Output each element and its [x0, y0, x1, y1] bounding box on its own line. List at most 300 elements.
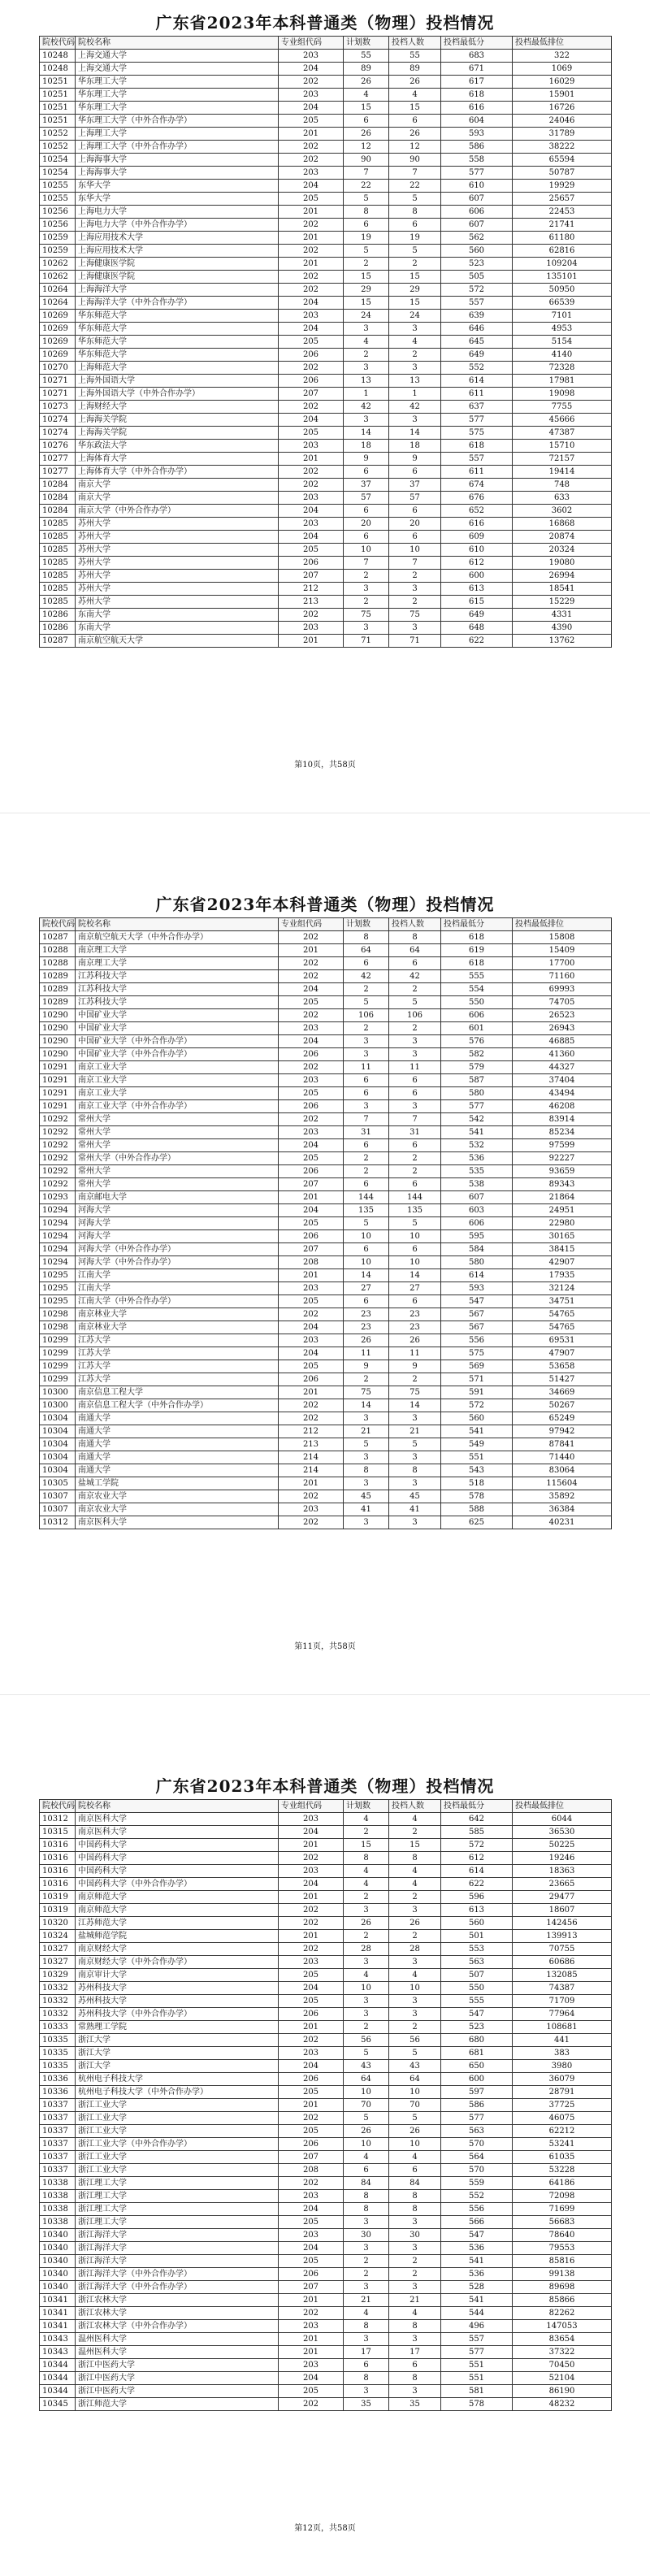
table-cell: 10292 [40, 1165, 76, 1178]
table-row [40, 427, 612, 440]
table-cell: 江苏大学 [76, 1373, 279, 1386]
table-cell: 748 [513, 479, 612, 492]
table-cell: 26 [344, 1334, 389, 1347]
table-cell: 554 [441, 983, 513, 996]
table-cell: 83914 [513, 1113, 612, 1126]
table-cell: 10292 [40, 1126, 76, 1139]
column-header: 院校代码 [40, 918, 76, 931]
page-divider [0, 1694, 650, 1695]
table-cell: 535 [441, 1165, 513, 1178]
table-cell: 2 [389, 570, 441, 583]
column-header: 投档最低排位 [513, 37, 612, 50]
table-cell: 507 [441, 1969, 513, 1982]
table-cell: 202 [279, 401, 344, 414]
table-row [40, 2151, 612, 2164]
table-cell: 10340 [40, 2255, 76, 2268]
table-cell: 上海健康医学院 [76, 271, 279, 284]
table-cell: 48232 [513, 2398, 612, 2411]
table-cell: 206 [279, 1230, 344, 1243]
table-cell: 南京信息工程大学（中外合作办学） [76, 1399, 279, 1412]
table-cell: 10290 [40, 1022, 76, 1035]
table-cell: 江南大学（中外合作办学） [76, 1295, 279, 1308]
table-cell: 10304 [40, 1425, 76, 1438]
table-cell: 75 [344, 1386, 389, 1399]
table-cell: 12 [389, 141, 441, 154]
table-cell: 24046 [513, 115, 612, 128]
table-cell: 南京邮电大学 [76, 1191, 279, 1204]
table-cell: 202 [279, 1113, 344, 1126]
table-cell: 523 [441, 2021, 513, 2034]
table-cell: 3 [389, 2333, 441, 2346]
table-cell: 204 [279, 102, 344, 115]
table-row [40, 635, 612, 648]
table-row [40, 128, 612, 141]
table-cell: 10 [389, 1230, 441, 1243]
table-cell: 206 [279, 349, 344, 362]
table-cell: 205 [279, 996, 344, 1009]
table-cell: 671 [441, 63, 513, 76]
column-header: 院校代码 [40, 37, 76, 50]
table-cell: 10327 [40, 1956, 76, 1969]
table-cell: 563 [441, 1956, 513, 1969]
table-cell: 苏州大学 [76, 544, 279, 557]
table-cell: 6 [389, 2164, 441, 2177]
table-cell: 567 [441, 1308, 513, 1321]
table-cell: 142456 [513, 1917, 612, 1930]
table-cell: 562 [441, 232, 513, 245]
table-cell: 532 [441, 1139, 513, 1152]
table-row [40, 2398, 612, 2411]
table-cell: 南京医科大学 [76, 1826, 279, 1839]
table-cell: 203 [279, 167, 344, 180]
table-cell: 10271 [40, 388, 76, 401]
table-cell: 87841 [513, 1438, 612, 1451]
table-cell: 上海海洋大学（中外合作办学） [76, 297, 279, 310]
table-cell: 683 [441, 50, 513, 63]
table-cell: 30 [344, 2229, 389, 2242]
table-cell: 585 [441, 1826, 513, 1839]
table-cell: 584 [441, 1243, 513, 1256]
table-cell: 2 [389, 596, 441, 609]
table-cell: 202 [279, 970, 344, 983]
table-cell: 苏州大学 [76, 531, 279, 544]
table-cell: 603 [441, 1204, 513, 1217]
table-cell: 6 [344, 1295, 389, 1308]
table-cell: 南京信息工程大学 [76, 1386, 279, 1399]
table-cell: 541 [441, 1425, 513, 1438]
table-cell: 652 [441, 505, 513, 518]
table-row [40, 414, 612, 427]
table-cell: 89 [389, 63, 441, 76]
table-cell: 苏州科技大学 [76, 1982, 279, 1995]
table-cell: 557 [441, 453, 513, 466]
table-cell: 10286 [40, 609, 76, 622]
table-cell: 10295 [40, 1269, 76, 1282]
table-cell: 3 [389, 2385, 441, 2398]
table-cell: 8 [389, 2320, 441, 2333]
table-cell: 577 [441, 1100, 513, 1113]
table-cell: 南京财经大学（中外合作办学） [76, 1956, 279, 1969]
table-cell: 江南大学 [76, 1269, 279, 1282]
table-row [40, 2216, 612, 2229]
table-cell: 201 [279, 453, 344, 466]
table-cell: 109204 [513, 258, 612, 271]
table-row [40, 453, 612, 466]
table-cell: 17700 [513, 957, 612, 970]
table-cell: 23 [344, 1308, 389, 1321]
table-cell: 202 [279, 479, 344, 492]
table-cell: 华东政法大学 [76, 440, 279, 453]
table-cell: 10 [344, 544, 389, 557]
table-cell: 549 [441, 1438, 513, 1451]
table-cell: 中国药科大学 [76, 1852, 279, 1865]
table-row [40, 1852, 612, 1865]
table-row [40, 479, 612, 492]
table-cell: 中国药科大学（中外合作办学） [76, 1878, 279, 1891]
table-cell: 10248 [40, 50, 76, 63]
table-cell: 676 [441, 492, 513, 505]
table-cell: 70755 [513, 1943, 612, 1956]
table-cell: 4331 [513, 609, 612, 622]
table-row [40, 1399, 612, 1412]
table-cell: 202 [279, 957, 344, 970]
table-cell: 204 [279, 505, 344, 518]
table-cell: 10324 [40, 1930, 76, 1943]
table-cell: 75 [389, 609, 441, 622]
table-cell: 7 [344, 167, 389, 180]
table-row [40, 1464, 612, 1477]
table-cell: 30165 [513, 1230, 612, 1243]
table-cell: 6 [389, 1087, 441, 1100]
table-cell: 南京工业大学 [76, 1074, 279, 1087]
table-cell: 40231 [513, 1516, 612, 1529]
table-cell: 581 [441, 2385, 513, 2398]
table-cell: 69993 [513, 983, 612, 996]
table-cell: 2 [344, 1152, 389, 1165]
table-cell: 8 [389, 2372, 441, 2385]
table-cell: 15409 [513, 944, 612, 957]
table-row [40, 297, 612, 310]
table-cell: 618 [441, 440, 513, 453]
table-cell: 6 [344, 2359, 389, 2372]
table-cell: 115604 [513, 1477, 612, 1490]
table-row [40, 1477, 612, 1490]
table-row [40, 362, 612, 375]
table-cell: 江苏科技大学 [76, 996, 279, 1009]
table-cell: 86190 [513, 2385, 612, 2398]
table-cell: 浙江理工大学 [76, 2177, 279, 2190]
table-cell: 20874 [513, 531, 612, 544]
table-cell: 江南大学 [76, 1282, 279, 1295]
table-cell: 202 [279, 362, 344, 375]
table-row [40, 1891, 612, 1904]
table-cell: 204 [279, 2203, 344, 2216]
table-cell: 560 [441, 1917, 513, 1930]
table-cell: 河海大学 [76, 1217, 279, 1230]
table-cell: 30 [389, 2229, 441, 2242]
table-cell: 3 [389, 1995, 441, 2008]
table-row [40, 1373, 612, 1386]
table-cell: 3 [389, 1048, 441, 1061]
table-cell: 46885 [513, 1035, 612, 1048]
table-cell: 10277 [40, 466, 76, 479]
table-cell: 上海财经大学 [76, 401, 279, 414]
table-cell: 208 [279, 2164, 344, 2177]
table-cell: 10335 [40, 2034, 76, 2047]
table-row [40, 583, 612, 596]
page-footer: 第10页，共58页 [294, 761, 356, 770]
table-row [40, 388, 612, 401]
column-header: 计划数 [344, 918, 389, 931]
table-cell: 201 [279, 2021, 344, 2034]
table-cell: 53658 [513, 1360, 612, 1373]
table-cell: 10259 [40, 232, 76, 245]
table-cell: 201 [279, 1386, 344, 1399]
table-cell: 江苏科技大学 [76, 970, 279, 983]
table-row [40, 531, 612, 544]
table-cell: 2 [344, 1826, 389, 1839]
table-cell: 205 [279, 1217, 344, 1230]
table-cell: 15229 [513, 596, 612, 609]
table-cell: 622 [441, 635, 513, 648]
table-cell: 10332 [40, 2008, 76, 2021]
table-cell: 2 [389, 2255, 441, 2268]
table-cell: 浙江大学 [76, 2034, 279, 2047]
table-cell: 10332 [40, 1995, 76, 2008]
column-header: 院校代码 [40, 1800, 76, 1813]
table-cell: 26 [344, 128, 389, 141]
table-row [40, 1100, 612, 1113]
table-row [40, 1074, 612, 1087]
table-cell: 536 [441, 2242, 513, 2255]
table-cell: 204 [279, 414, 344, 427]
table-cell: 常州大学 [76, 1178, 279, 1191]
table-cell: 10255 [40, 180, 76, 193]
table-cell: 25657 [513, 193, 612, 206]
table-cell: 205 [279, 2385, 344, 2398]
table-cell: 10293 [40, 1191, 76, 1204]
table-cell: 536 [441, 2268, 513, 2281]
table-cell: 10340 [40, 2281, 76, 2294]
table-cell: 2 [344, 983, 389, 996]
table-cell: 10248 [40, 63, 76, 76]
table-cell: 552 [441, 362, 513, 375]
table-cell: 11 [389, 1061, 441, 1074]
table-cell: 206 [279, 557, 344, 570]
table-cell: 26 [389, 2125, 441, 2138]
table-cell: 3 [344, 362, 389, 375]
table-cell: 203 [279, 2047, 344, 2060]
table-cell: 633 [513, 492, 612, 505]
table-row [40, 2320, 612, 2333]
table-cell: 135 [344, 1204, 389, 1217]
table-cell: 576 [441, 1035, 513, 1048]
table-cell: 72157 [513, 453, 612, 466]
table-cell: 河海大学 [76, 1204, 279, 1217]
table-row [40, 206, 612, 219]
table-row [40, 349, 612, 362]
table-cell: 204 [279, 180, 344, 193]
table-cell: 中国矿业大学（中外合作办学） [76, 1035, 279, 1048]
table-row [40, 180, 612, 193]
table-cell: 10287 [40, 931, 76, 944]
table-cell: 15710 [513, 440, 612, 453]
table-row [40, 492, 612, 505]
table-cell: 东南大学 [76, 609, 279, 622]
table-cell: 6 [389, 1178, 441, 1191]
column-header: 院校名称 [76, 37, 279, 50]
table-cell: 37404 [513, 1074, 612, 1087]
table-cell: 3 [389, 1477, 441, 1490]
table-cell: 71 [389, 635, 441, 648]
table-cell: 常州大学 [76, 1139, 279, 1152]
table-cell: 560 [441, 1412, 513, 1425]
table-cell: 204 [279, 1139, 344, 1152]
table-cell: 21 [344, 2294, 389, 2307]
table-cell: 3 [389, 1100, 441, 1113]
table-cell: 10269 [40, 323, 76, 336]
table-cell: 10294 [40, 1256, 76, 1269]
table-cell: 盐城工学院 [76, 1477, 279, 1490]
table-cell: 浙江中医药大学 [76, 2385, 279, 2398]
table-cell: 571 [441, 1373, 513, 1386]
table-cell: 649 [441, 609, 513, 622]
table-cell: 202 [279, 466, 344, 479]
table-cell: 10333 [40, 2021, 76, 2034]
table-cell: 201 [279, 232, 344, 245]
table-cell: 3 [389, 2242, 441, 2255]
table-row [40, 1360, 612, 1373]
table-row [40, 2307, 612, 2320]
table-row [40, 1230, 612, 1243]
table-cell: 616 [441, 102, 513, 115]
table-cell: 10316 [40, 1865, 76, 1878]
table-cell: 东华大学 [76, 180, 279, 193]
table-cell: 3 [344, 1035, 389, 1048]
table-cell: 上海电力大学 [76, 206, 279, 219]
table-cell: 566 [441, 2216, 513, 2229]
table-cell: 135 [389, 1204, 441, 1217]
table-cell: 6 [389, 115, 441, 128]
table-cell: 202 [279, 2177, 344, 2190]
table-cell: 常熟理工学院 [76, 2021, 279, 2034]
table-cell: 南京航空航天大学 [76, 635, 279, 648]
table-cell: 江苏大学 [76, 1347, 279, 1360]
table-cell: 536 [441, 1152, 513, 1165]
table-cell: 206 [279, 2008, 344, 2021]
table-cell: 3 [389, 1035, 441, 1048]
table-cell: 5 [389, 996, 441, 1009]
table-cell: 10251 [40, 76, 76, 89]
page-title: 广东省2023年本科普通类（物理）投档情况 [155, 895, 495, 914]
table-cell: 202 [279, 931, 344, 944]
table-cell: 505 [441, 271, 513, 284]
table-cell: 13 [389, 375, 441, 388]
table-row [40, 141, 612, 154]
table-row [40, 2333, 612, 2346]
table-cell: 202 [279, 154, 344, 167]
table-cell: 10 [389, 544, 441, 557]
table-cell: 南通大学 [76, 1451, 279, 1464]
table-cell: 547 [441, 2229, 513, 2242]
table-cell: 上海海洋大学 [76, 284, 279, 297]
table-cell: 3 [344, 2216, 389, 2229]
table-cell: 204 [279, 1035, 344, 1048]
table-cell: 2 [344, 258, 389, 271]
table-cell: 586 [441, 2099, 513, 2112]
table-cell: 18 [389, 440, 441, 453]
table-row [40, 375, 612, 388]
table-cell: 3 [389, 1412, 441, 1425]
table-cell: 东南大学 [76, 622, 279, 635]
table-cell: 106 [389, 1009, 441, 1022]
table-row [40, 2034, 612, 2047]
table-cell: 10 [344, 1230, 389, 1243]
table-cell: 596 [441, 1891, 513, 1904]
table-cell: 567 [441, 1321, 513, 1334]
table-cell: 14 [389, 1269, 441, 1282]
table-cell: 南京工业大学（中外合作办学） [76, 1100, 279, 1113]
table-row [40, 2294, 612, 2307]
table-row [40, 401, 612, 414]
table-cell: 5 [344, 245, 389, 258]
table-cell: 10285 [40, 583, 76, 596]
table-cell: 10 [389, 2138, 441, 2151]
table-cell: 10295 [40, 1282, 76, 1295]
table-cell: 582 [441, 1048, 513, 1061]
table-cell: 3 [389, 2216, 441, 2229]
table-body [40, 50, 612, 648]
table-row [40, 1256, 612, 1269]
table-cell: 501 [441, 1930, 513, 1943]
table-cell: 13762 [513, 635, 612, 648]
table-cell: 204 [279, 2242, 344, 2255]
table-cell: 浙江大学 [76, 2060, 279, 2073]
table-cell: 8 [389, 2190, 441, 2203]
table-cell: 84 [389, 2177, 441, 2190]
table-cell: 10251 [40, 89, 76, 102]
table-row [40, 1865, 612, 1878]
table-cell: 16029 [513, 76, 612, 89]
table-cell: 588 [441, 1503, 513, 1516]
table-cell: 205 [279, 2086, 344, 2099]
table-row [40, 1035, 612, 1048]
table-cell: 204 [279, 297, 344, 310]
table-row [40, 258, 612, 271]
table-cell: 2 [389, 1022, 441, 1035]
table-cell: 618 [441, 89, 513, 102]
table-cell: 6 [389, 505, 441, 518]
table-cell: 29 [389, 284, 441, 297]
table-cell: 43 [389, 2060, 441, 2073]
table-cell: 南京大学（中外合作办学） [76, 505, 279, 518]
table-cell: 52104 [513, 2372, 612, 2385]
table-cell: 10337 [40, 2125, 76, 2138]
table-cell: 23 [344, 1321, 389, 1334]
table-cell: 19 [344, 232, 389, 245]
table-cell: 50787 [513, 167, 612, 180]
table-cell: 上海应用技术大学 [76, 232, 279, 245]
table-cell: 10285 [40, 531, 76, 544]
table-cell: 3 [344, 2008, 389, 2021]
table-cell: 2 [344, 1930, 389, 1943]
table-cell: 617 [441, 76, 513, 89]
table-cell: 南京财经大学 [76, 1943, 279, 1956]
table-row [40, 2229, 612, 2242]
table-cell: 3 [344, 1956, 389, 1969]
table-cell: 54765 [513, 1321, 612, 1334]
table-row [40, 2190, 612, 2203]
